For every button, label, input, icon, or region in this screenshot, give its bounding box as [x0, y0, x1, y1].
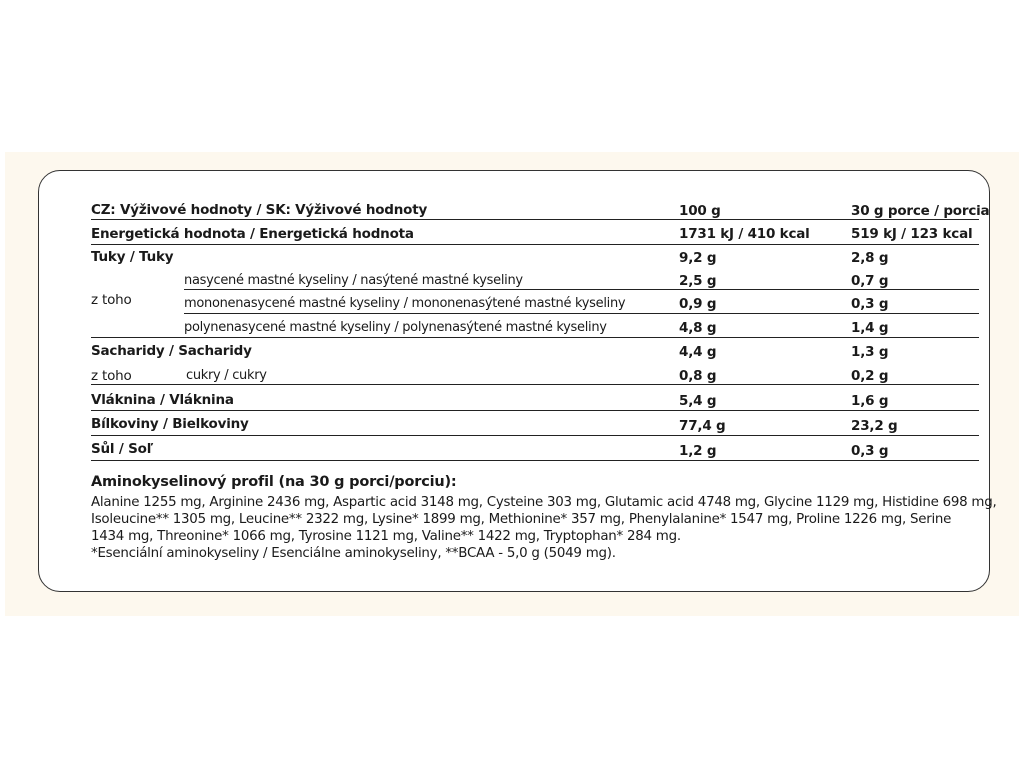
poly-value-100g: 4,8 g	[679, 320, 717, 336]
amino-profile-text	[91, 494, 997, 562]
fibre-value-portion: 1,6 g	[851, 393, 889, 409]
fat-of-which-label: z toho	[91, 292, 132, 308]
salt-value-100g: 1,2 g	[679, 443, 717, 459]
carbs-label: Sacharidy / Sacharidy	[91, 343, 252, 359]
amino-line: Alanine 1255 mg, Arginine 2436 mg, Aspartic acid 3148 mg, Cysteine 303 mg, Glutamic acid 4748 mg, Glycine 1129 mg, Histidine 698 mg,	[91, 495, 997, 510]
energy-label: Energetická hodnota / Energetická hodnota	[91, 226, 414, 242]
divider	[184, 289, 979, 290]
poly-label: polynenasycené mastné kyseliny / polynenasýtené mastné kyseliny	[184, 320, 607, 335]
sugars-label: cukry / cukry	[186, 368, 267, 383]
divider	[91, 435, 979, 436]
energy-value-portion: 519 kJ / 123 kcal	[851, 226, 973, 242]
salt-label: Sůl / Soľ	[91, 441, 153, 457]
mono-label: mononenasycené mastné kyseliny / mononenasýtené mastné kyseliny	[184, 296, 626, 311]
carbs-value-100g: 4,4 g	[679, 344, 717, 360]
mono-value-100g: 0,9 g	[679, 296, 717, 312]
mono-value-portion: 0,3 g	[851, 296, 889, 312]
table-header-col-100g: 100 g	[679, 203, 721, 219]
amino-profile-title: Aminokyselinový profil (na 30 g porci/porciu):	[91, 474, 457, 490]
divider	[91, 219, 979, 220]
fibre-label: Vláknina / Vláknina	[91, 392, 234, 408]
divider	[91, 384, 979, 385]
carbs-of-which-label: z toho	[91, 368, 132, 384]
divider	[91, 244, 979, 245]
fat-value-portion: 2,8 g	[851, 250, 889, 266]
amino-footnote: *Esenciální aminokyseliny / Esenciálne aminokyseliny, **BCAA - 5,0 g (5049 mg).	[91, 546, 616, 561]
saturated-value-100g: 2,5 g	[679, 273, 717, 289]
protein-value-portion: 23,2 g	[851, 418, 898, 434]
divider	[184, 313, 979, 314]
table-header-label: CZ: Výživové hodnoty / SK: Výživové hodnoty	[91, 202, 428, 218]
divider	[91, 410, 979, 411]
nutrition-card	[38, 170, 997, 592]
fibre-value-100g: 5,4 g	[679, 393, 717, 409]
carbs-value-portion: 1,3 g	[851, 344, 889, 360]
divider	[91, 460, 979, 461]
fat-value-100g: 9,2 g	[679, 250, 717, 266]
protein-value-100g: 77,4 g	[679, 418, 726, 434]
sugars-value-100g: 0,8 g	[679, 368, 717, 384]
amino-line: 1434 mg, Threonine* 1066 mg, Tyrosine 1121 mg, Valine** 1422 mg, Tryptophan* 284 mg.	[91, 529, 681, 544]
poly-value-portion: 1,4 g	[851, 320, 889, 336]
amino-line: Isoleucine** 1305 mg, Leucine** 2322 mg, Lysine* 1899 mg, Methionine* 357 mg, Phenylalanine* 1547 mg, Proline 1226 mg, Serine	[91, 512, 952, 527]
energy-value-100g: 1731 kJ / 410 kcal	[679, 226, 810, 242]
sugars-value-portion: 0,2 g	[851, 368, 889, 384]
salt-value-portion: 0,3 g	[851, 443, 889, 459]
divider	[91, 337, 979, 338]
saturated-value-portion: 0,7 g	[851, 273, 889, 289]
saturated-label: nasycené mastné kyseliny / nasýtené mastné kyseliny	[184, 273, 523, 288]
fat-label: Tuky / Tuky	[91, 249, 174, 265]
protein-label: Bílkoviny / Bielkoviny	[91, 416, 249, 432]
table-header-col-portion: 30 g porce / porcia	[851, 203, 990, 219]
